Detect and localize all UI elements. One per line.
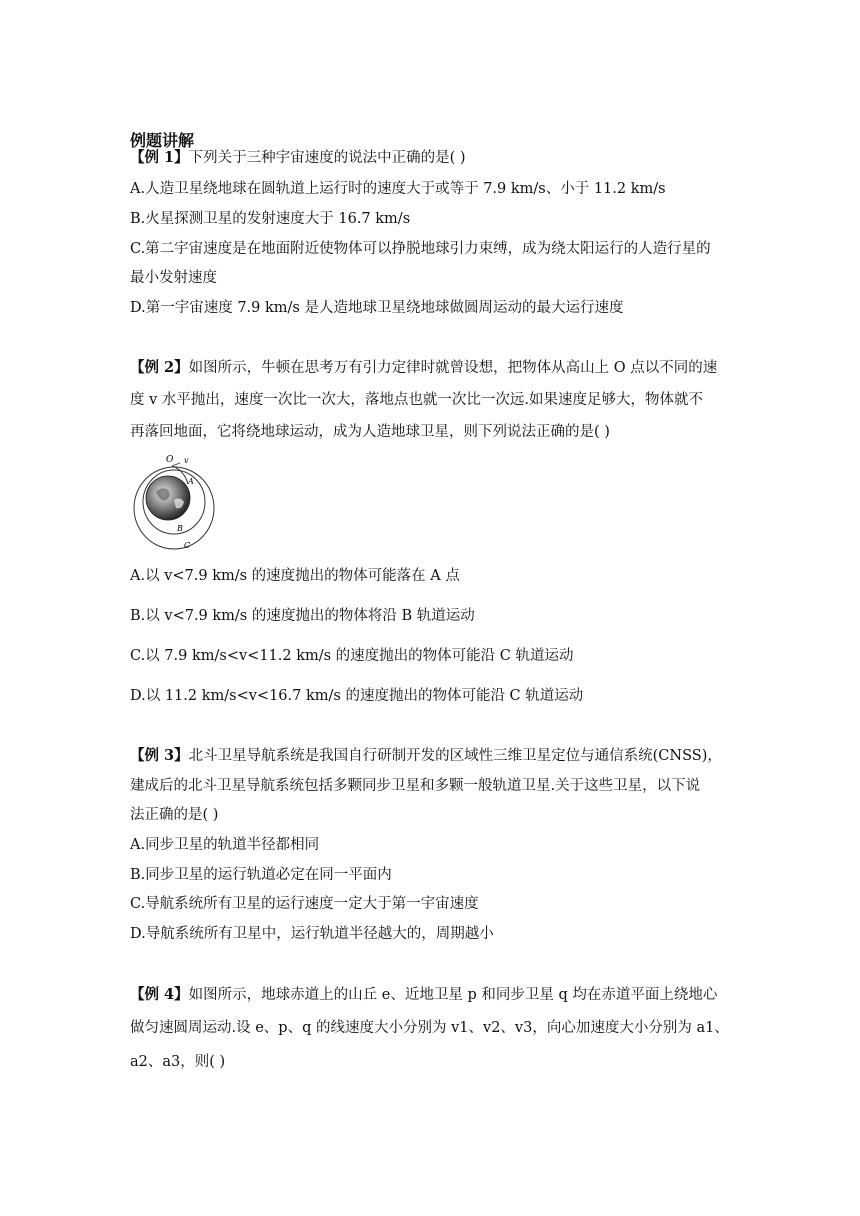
section-heading: 例题讲解 (130, 131, 195, 150)
example-3-stem-line2: 建成后的北斗卫星导航系统包括多颗同步卫星和多颗一般轨道卫星.关于这些卫星，以下说 (130, 778, 701, 794)
example-3-stem-line1: 【例 3】北斗卫星导航系统是我国自行研制开发的区域性三维卫星定位与通信系统(CNSS)， (130, 747, 722, 764)
example-3-option-d: D.导航系统所有卫星中，运行轨道半径越大的，周期越小 (130, 926, 494, 942)
label-b: B (177, 524, 183, 533)
label-a: A (188, 477, 194, 486)
example-3-label: 【例 3】 (130, 747, 189, 764)
label-c: C (184, 541, 191, 550)
example-4-stem-line3: a2、a3，则( ) (130, 1054, 226, 1070)
example-4-label: 【例 4】 (130, 986, 189, 1003)
example-3-option-b: B.同步卫星的运行轨道必定在同一平面内 (130, 867, 392, 883)
example-1-stem: 【例 1】下列关于三种宇宙速度的说法中正确的是( ) (130, 149, 466, 166)
example-1-option-b: B.火星探测卫星的发射速度大于 16.7 km/s (130, 211, 411, 227)
example-2-option-d: D.以 11.2 km/s<v<16.7 km/s 的速度抛出的物体可能沿 C 轨道运动 (130, 688, 584, 704)
example-2-option-c: C.以 7.9 km/s<v<11.2 km/s 的速度抛出的物体可能沿 C 轨道运动 (130, 648, 574, 664)
example-2-stem-line2: 度 v 水平抛出，速度一次比一次大，落地点也就一次比一次远.如果速度足够大，物体就不 (130, 392, 704, 408)
label-o: O (166, 455, 174, 465)
example-2-option-a: A.以 v<7.9 km/s 的速度抛出的物体可能落在 A 点 (130, 568, 460, 584)
example-1-option-d: D.第一宇宙速度 7.9 km/s 是人造地球卫星绕地球做圆周运动的最大运行速度 (130, 300, 624, 316)
example-2-label: 【例 2】 (130, 359, 189, 376)
example-3-stem-line3: 法正确的是( ) (130, 807, 219, 823)
example-1-option-c-line1: C.第二宇宙速度是在地面附近使物体可以挣脱地球引力束缚，成为绕太阳运行的人造行星的 (130, 241, 711, 257)
example-4-stem-line2: 做匀速圆周运动.设 e、p、q 的线速度大小分别为 v1、v2、v3，向心加速度大小分别为 a1、 (130, 1020, 729, 1036)
example-3-option-c: C.导航系统所有卫星的运行速度一定大于第一宇宙速度 (130, 896, 479, 912)
example-4-stem-line1: 【例 4】如图所示，地球赤道上的山丘 e、近地卫星 p 和同步卫星 q 均在赤道平面上绕地心 (130, 986, 718, 1003)
example-3-option-a: A.同步卫星的轨道半径都相同 (130, 837, 320, 853)
example-2-stem-line3: 再落回地面，它将绕地球运动，成为人造地球卫星，则下列说法正确的是( ) (130, 424, 610, 440)
example-1-option-c-line2: 最小发射速度 (130, 270, 217, 286)
example-1-option-a: A.人造卫星绕地球在圆轨道上运行时的速度大于或等于 7.9 km/s、小于 11.2 km/s (130, 181, 666, 197)
example-2-stem-line1: 【例 2】如图所示，牛顿在思考万有引力定律时就曾设想，把物体从高山上 O 点以不同的速 (130, 359, 718, 376)
label-v: v (184, 456, 189, 465)
example-2-option-b: B.以 v<7.9 km/s 的速度抛出的物体将沿 B 轨道运动 (130, 608, 475, 624)
example-1-label: 【例 1】 (130, 149, 189, 166)
newton-cannon-figure (130, 452, 220, 552)
